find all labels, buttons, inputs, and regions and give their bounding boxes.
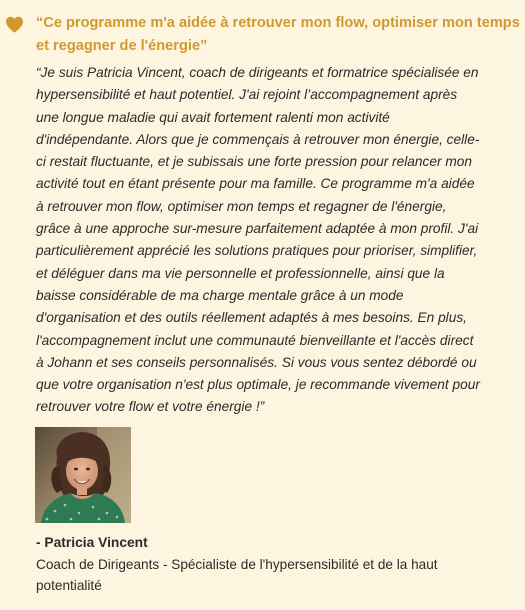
author-role-line: Coach de Dirigeants - Spécialiste de l'hypersensibilité et de la haut — [36, 557, 438, 572]
quote-line: activité tout en étant présente pour ma famille. Ce programme m'a aidée — [36, 176, 475, 192]
quote-line: ci restait fluctuante, et je subissais une forte pression pour relancer mon — [36, 154, 472, 170]
heart-icon — [5, 16, 24, 33]
quote-line: hypersensibilité et haut potentiel. J'ai rejoint l’accompagnement après — [36, 87, 458, 103]
author-role-line: potentialité — [36, 578, 102, 593]
testimonial-quote — [36, 62, 514, 419]
author-avatar — [35, 427, 131, 523]
quote-line: d'indépendante. Alors que je commençais à retrouver mon énergie, celle- — [36, 131, 480, 147]
quote-line: “Je suis Patricia Vincent, coach de dirigeants et formatrice spécialisée en — [36, 65, 479, 80]
quote-line: particulièrement apprécié les solutions pratiques pour prioriser, simplifier, — [36, 243, 478, 259]
quote-line: retrouver votre flow et votre énergie !” — [36, 399, 265, 415]
quote-line: une longue maladie qui avait fortement ralenti mon activité — [36, 109, 390, 125]
testimonial-title-line: et regagner de l'énergie” — [36, 38, 208, 54]
quote-line: à retrouver mon flow, optimiser mon temps et regagner de l'énergie, — [36, 198, 447, 214]
testimonial-title — [36, 12, 520, 58]
quote-line: et déléguer dans ma vie personnelle et professionnelle, ainsi que la — [36, 265, 445, 281]
quote-line: que votre organisation n'est plus optimale, je recommande vivement pour — [36, 377, 480, 393]
author-name: - Patricia Vincent — [36, 535, 148, 550]
testimonial-title-line: “Ce programme m'a aidée à retrouver mon flow, optimiser mon temps — [36, 15, 520, 31]
quote-line: l'accompagnement inclut une communauté bienveillante et l'accès direct — [36, 332, 474, 348]
author-portrait — [35, 427, 131, 523]
quote-line: grâce à une approche sur-mesure parfaitement adaptée à mon profil. J'ai — [36, 221, 479, 237]
quote-line: baisse considérable de ma charge mentale grâce à un mode — [36, 287, 404, 303]
quote-line: à Johann et ses conseils personnalisés. Si vous vous sentez débordé ou — [36, 354, 477, 370]
author-role — [36, 554, 506, 596]
quote-line: d'organisation et des outils réellement adaptés à mes besoins. En plus, — [36, 310, 467, 326]
